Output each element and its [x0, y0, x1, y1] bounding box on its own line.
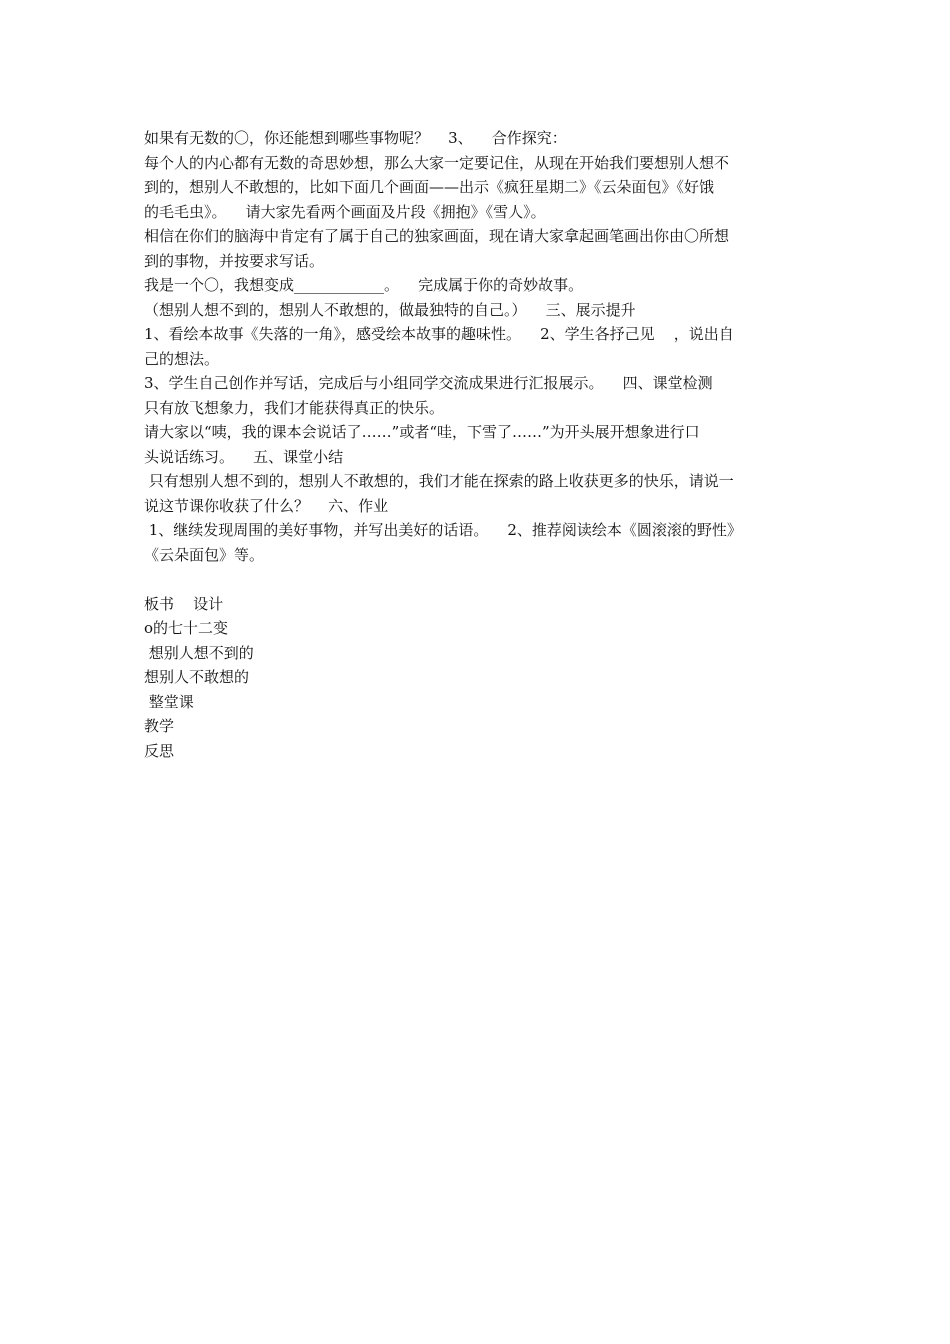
- lesson-line: 每个人的内心都有无数的奇思妙想，那么大家一定要记住，从现在开始我们要想别人想不: [144, 153, 730, 172]
- lesson-line: 请大家以“咦，我的课本会说话了……”或者“哇，下雪了……”为开头展开想象进行口: [144, 423, 700, 441]
- board-design-line: 整堂课: [144, 692, 194, 711]
- lesson-line: 相信在你们的脑海中肯定有了属于自己的独家画面，现在请大家拿起画笔画出你由〇所想: [144, 227, 730, 245]
- lesson-line: 说这节课你收获了什么？ 六、作业: [144, 496, 389, 515]
- lesson-line: 《云朵面包》等。: [144, 545, 265, 564]
- lesson-line: （想别人想不到的，想别人不敢想的，做最独特的自己。） 三、展示提升: [144, 300, 636, 319]
- lesson-line: 己的想法。: [144, 349, 220, 368]
- lesson-line: 1、继续发现周围的美好事物，并写出美好的话语。 2、推荐阅读绘本《圆滚滚的野性》: [144, 521, 742, 539]
- reflection-line: 反思: [144, 741, 175, 760]
- lesson-line: 3、学生自己创作并写话，完成后与小组同学交流成果进行汇报展示。 四、课堂检测: [144, 374, 713, 392]
- lesson-line: 1、看绘本故事《失落的一角》，感受绘本故事的趣味性。 2、学生各抒己见 ，说出自: [144, 325, 734, 343]
- reflection-line: 教学: [144, 717, 175, 735]
- board-design-heading: 板书 设计: [144, 594, 224, 613]
- lesson-line: 如果有无数的〇，你还能想到哪些事物呢？ 3、 合作探究：: [144, 129, 567, 147]
- document-page: [144, 126, 809, 763]
- board-design-line: 想别人不敢想的: [144, 668, 250, 686]
- lesson-line: 到的，想别人不敢想的，比如下面几个画面——出示《疯狂星期二》《云朵面包》《好饿: [144, 178, 715, 196]
- lesson-line: 我是一个〇，我想变成____________。 完成属于你的奇妙故事。: [144, 276, 584, 294]
- board-design-line: 想别人想不到的: [144, 643, 254, 662]
- lesson-body: [144, 126, 809, 567]
- lesson-line: 只有放飞想象力，我们才能获得真正的快乐。: [144, 398, 445, 417]
- lesson-line: 只有想别人想不到的，想别人不敢想的，我们才能在探索的路上收获更多的快乐，请说一: [144, 472, 734, 490]
- board-design-section: [144, 592, 809, 764]
- lesson-line: 的毛毛虫》。 请大家先看两个画面及片段《拥抱》《雪人》。: [144, 202, 546, 221]
- board-design-title: o的七十二变: [144, 619, 229, 637]
- lesson-line: 头说话练习。 五、课堂小结: [144, 447, 344, 466]
- blank-line: [144, 567, 809, 592]
- lesson-line: 到的事物，并按要求写话。: [144, 251, 325, 270]
